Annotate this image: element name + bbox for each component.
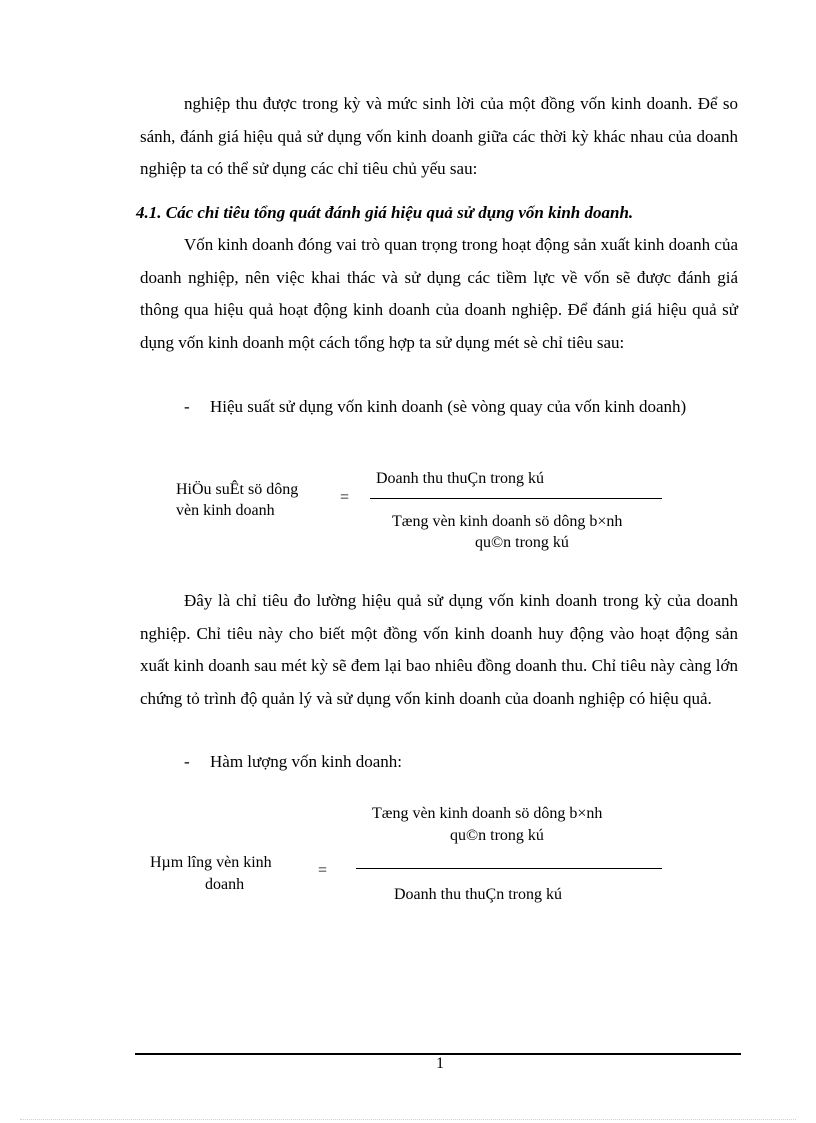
formula-equals-sign: =	[340, 489, 350, 506]
formula-lhs-line1: Hµm lîng vèn kinh	[150, 854, 272, 871]
bullet-dash: -	[184, 397, 190, 416]
explanation-paragraph: Đây là chỉ tiêu đo lường hiệu quả sử dụng vốn kinh doanh trong kỳ của doanh nghiệp. Chỉ tiêu này cho biết một đồng vốn kinh doanh huy động vào hoạt động sản xuất kinh doanh sau mét kỳ sẽ đem lại bao nhiêu đồng doanh thu. Chỉ tiêu này càng lớn chứng tỏ trình độ quản lý và sử dụng vốn kinh doanh của doanh nghiệp có hiệu quả.	[140, 591, 738, 708]
bullet-dash: -	[184, 752, 190, 771]
formula-denominator-line2: qu©n trong kú	[475, 534, 569, 551]
section-heading: 4.1. Các chỉ tiêu tổng quát đánh giá hiệu quả sử dụng vốn kinh doanh.	[136, 203, 634, 222]
formula-numerator-line1: Tæng vèn kinh doanh sö dông b×nh	[372, 805, 603, 822]
page-edge-divider	[20, 1119, 796, 1120]
bullet-capital-efficiency	[140, 391, 738, 424]
section-paragraph: Vốn kinh doanh đóng vai trò quan trọng trong hoạt động sản xuất kinh doanh của doanh nghiệp, nên việc khai thác và sử dụng các tiềm lực về vốn sẽ được đánh giá thông qua hiệu quả hoạt động kinh doanh của doanh nghiệp. Để đánh giá hiệu quả sử dụng vốn kinh doanh một cách tổng hợp ta sử dụng mét sè chỉ tiêu sau:	[140, 235, 738, 352]
fraction-bar	[370, 498, 662, 499]
formula-denominator-line1: Tæng vèn kinh doanh sö dông b×nh	[392, 513, 623, 530]
formula-lhs-line1: HiÖu suÊt sö dông	[176, 481, 299, 498]
bullet-capital-content	[140, 746, 738, 779]
formula-lhs-line2: vèn kinh doanh	[176, 502, 275, 519]
formula-lhs-line2: doanh	[205, 876, 245, 893]
intro-paragraph: nghiệp thu được trong kỳ và mức sinh lời của một đồng vốn kinh doanh. Để so sánh, đánh giá hiệu quả sử dụng vốn kinh doanh giữa các thời kỳ khác nhau của doanh nghiệp ta có thể sử dụng các chỉ tiêu chủ yếu sau:	[140, 94, 738, 178]
formula-numerator: Doanh thu thuÇn trong kú	[376, 470, 544, 487]
formula-numerator-line2: qu©n trong kú	[450, 827, 544, 844]
page-number: 1	[436, 1055, 444, 1072]
fraction-bar	[356, 868, 662, 869]
bullet-text: Hiệu suất sử dụng vốn kinh doanh (sè vòng quay của vốn kinh doanh)	[210, 397, 687, 416]
bullet-text: Hàm lượng vốn kinh doanh:	[210, 752, 402, 771]
formula-equals-sign: =	[318, 862, 328, 879]
formula-denominator: Doanh thu thuÇn trong kú	[394, 886, 562, 903]
